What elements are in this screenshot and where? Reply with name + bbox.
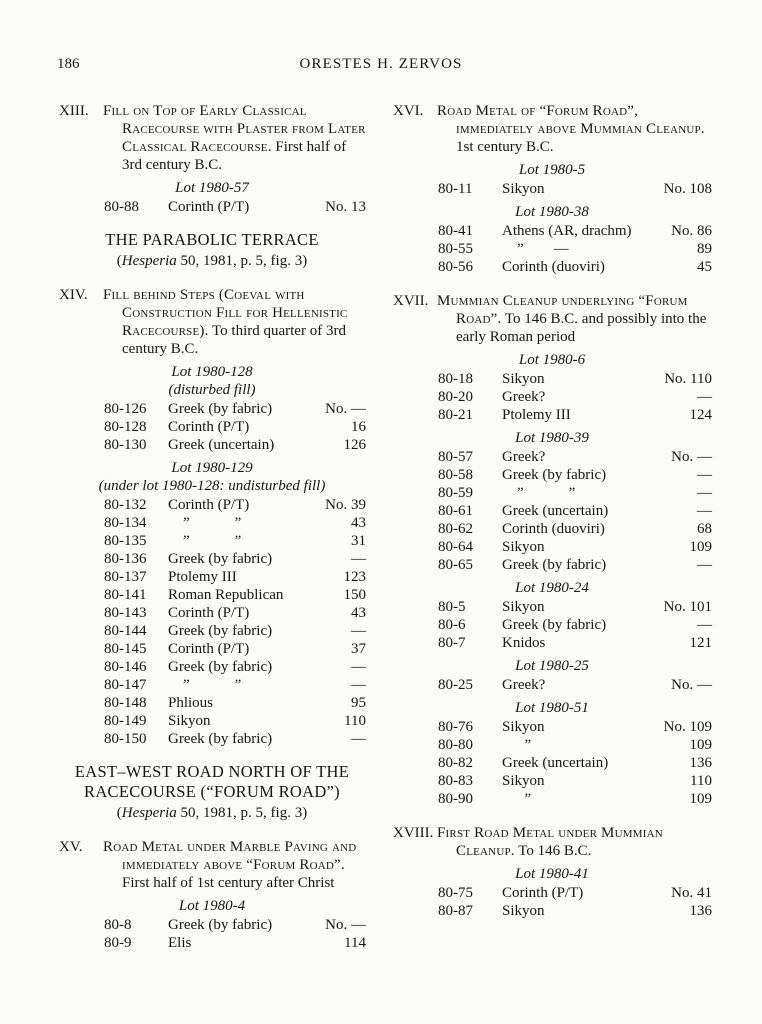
- catalog-section-heading: [392, 292, 712, 346]
- coin-mint: ” ”: [168, 515, 242, 531]
- lot-rows: [392, 718, 712, 808]
- coin-mint: ” ”: [502, 485, 576, 501]
- coin-id: 80-18: [438, 371, 473, 387]
- catalog-number: 89: [697, 241, 712, 257]
- group-heading: [58, 230, 366, 270]
- catalog-number: 37: [351, 641, 366, 657]
- coin-mint: Sikyon: [502, 599, 545, 615]
- lot-rows: [58, 400, 366, 454]
- section-heading-smallcaps: Fill behind Steps (Coeval with Construction Fill for Hellenistic Racecourse).: [103, 287, 348, 339]
- lot-label: Lot 1980-129: [171, 460, 253, 476]
- catalog-row: [392, 676, 712, 694]
- coin-id: 80-148: [104, 695, 147, 711]
- catalog-number: 124: [689, 407, 712, 423]
- catalog-row: [58, 568, 366, 586]
- lot-label: Lot 1980-51: [515, 700, 589, 716]
- catalog-row: [58, 532, 366, 550]
- catalog-row: [58, 436, 366, 454]
- lot-rows: [392, 448, 712, 574]
- coin-mint: Greek (by fabric): [168, 731, 273, 747]
- catalog-number: No. —: [325, 401, 366, 417]
- catalog-row: [58, 550, 366, 568]
- citation-open-paren: (: [116, 253, 122, 269]
- group-citation: [58, 804, 366, 822]
- catalog-row: [392, 180, 712, 198]
- lot-label: Lot 1980-38: [515, 204, 589, 220]
- catalog-row: [58, 730, 366, 748]
- section-heading-smallcaps: Road Metal of “Forum Road”, immediately above Mummian Cleanup.: [437, 103, 705, 137]
- citation-rest: 50, 1981, p. 5, fig. 3): [176, 805, 308, 821]
- coin-mint: Greek?: [502, 389, 546, 405]
- catalog-row: [392, 790, 712, 808]
- coin-id: 80-5: [438, 599, 466, 615]
- lot-group: [392, 579, 712, 652]
- group-heading: [58, 762, 366, 822]
- coin-id: 80-149: [104, 713, 147, 729]
- coin-id: 80-58: [438, 467, 473, 483]
- catalog-row: [392, 754, 712, 772]
- catalog-row: [58, 676, 366, 694]
- coin-id: 80-128: [104, 419, 147, 435]
- coin-mint: Sikyon: [502, 719, 545, 735]
- coin-mint: Greek (by fabric): [168, 917, 273, 933]
- citation-journal-name: Hesperia: [121, 253, 177, 269]
- page-header: [0, 0, 762, 78]
- catalog-number: —: [351, 623, 366, 639]
- section-numeral: XIV.: [59, 287, 88, 303]
- catalog-number: No. —: [671, 449, 712, 465]
- catalog-number: No. 86: [671, 223, 712, 239]
- catalog-number: No. 13: [325, 199, 366, 215]
- catalog-section-heading: [392, 824, 712, 860]
- lot-label: Lot 1980-57: [175, 180, 249, 196]
- lot-label: Lot 1980-128: [171, 364, 253, 380]
- coin-mint: Greek (by fabric): [502, 557, 607, 573]
- section-heading-date: First half of 3rd century B.C.: [122, 139, 347, 173]
- section-heading-text: [58, 286, 366, 358]
- catalog-number: No. 41: [671, 885, 712, 901]
- coin-id: 80-55: [438, 241, 473, 257]
- section-heading-smallcaps: First Road Metal under Mummian Cleanup.: [437, 825, 663, 859]
- catalog-number: No. 109: [663, 719, 712, 735]
- coin-mint: Sikyon: [502, 181, 545, 197]
- catalog-row: [392, 448, 712, 466]
- lot-group: [392, 865, 712, 920]
- coin-mint: Corinth (duoviri): [502, 259, 605, 275]
- catalog-number: 43: [351, 515, 366, 531]
- catalog-number: No. —: [325, 917, 366, 933]
- catalog-row: [392, 772, 712, 790]
- coin-mint: Greek (by fabric): [168, 551, 273, 567]
- catalog-row: [392, 598, 712, 616]
- coin-mint: Greek (by fabric): [168, 401, 273, 417]
- catalog-row: [58, 640, 366, 658]
- catalog-row: [392, 634, 712, 652]
- coin-id: 80-126: [104, 401, 147, 417]
- catalog-number: 110: [344, 713, 366, 729]
- coin-mint: Greek (by fabric): [502, 617, 607, 633]
- coin-id: 80-137: [104, 569, 147, 585]
- catalog-section-heading: [58, 838, 366, 892]
- lot-rows: [392, 598, 712, 652]
- lot-note: (disturbed fill): [168, 382, 256, 398]
- catalog-row: [392, 538, 712, 556]
- coin-id: 80-144: [104, 623, 147, 639]
- lot-group: [58, 897, 366, 952]
- coin-id: 80-83: [438, 773, 473, 789]
- catalog-row: [392, 484, 712, 502]
- citation-journal-name: Hesperia: [121, 805, 177, 821]
- catalog-row: [58, 694, 366, 712]
- left-column: [58, 102, 366, 952]
- coin-id: 80-132: [104, 497, 147, 513]
- coin-id: 80-147: [104, 677, 147, 693]
- coin-id: 80-150: [104, 731, 147, 747]
- section-heading-text: [392, 824, 712, 860]
- lot-group: [392, 203, 712, 276]
- catalog-row: [392, 902, 712, 920]
- coin-mint: Corinth (P/T): [168, 199, 250, 215]
- section-numeral: XV.: [59, 839, 83, 855]
- lot-label: Lot 1980-4: [178, 898, 246, 914]
- catalog-section-heading: [58, 286, 366, 358]
- section-heading-date: To 146 B.C. and possibly into the early Roman period: [456, 311, 707, 345]
- coin-id: 80-76: [438, 719, 473, 735]
- catalog-number: —: [351, 677, 366, 693]
- catalog-number: —: [697, 485, 712, 501]
- catalog-row: [392, 736, 712, 754]
- catalog-row: [58, 586, 366, 604]
- coin-id: 80-20: [438, 389, 473, 405]
- lot-group: [392, 161, 712, 198]
- catalog-row: [58, 418, 366, 436]
- lot-rows: [392, 884, 712, 920]
- coin-id: 80-61: [438, 503, 473, 519]
- section-heading-date: 1st century B.C.: [456, 139, 554, 155]
- catalog-row: [58, 622, 366, 640]
- page-number: 186: [57, 56, 80, 72]
- coin-mint: Corinth (P/T): [168, 497, 250, 513]
- coin-id: 80-88: [104, 199, 139, 215]
- coin-id: 80-141: [104, 587, 147, 603]
- coin-mint: Greek (uncertain): [502, 503, 609, 519]
- lot-rows: [392, 676, 712, 694]
- coin-id: 80-90: [438, 791, 473, 807]
- catalog-row: [392, 240, 712, 258]
- coin-id: 80-41: [438, 223, 473, 239]
- catalog-row: [58, 400, 366, 418]
- coin-mint: ”: [502, 791, 532, 807]
- catalog-row: [58, 658, 366, 676]
- catalog-section-heading: [392, 102, 712, 156]
- coin-mint: ” ”: [168, 533, 242, 549]
- coin-mint: Greek?: [502, 449, 546, 465]
- catalog-row: [58, 916, 366, 934]
- coin-mint: Greek (uncertain): [502, 755, 609, 771]
- lot-group: [392, 351, 712, 424]
- section-heading-text: [392, 102, 712, 156]
- coin-mint: Greek (by fabric): [168, 623, 273, 639]
- catalog-number: 109: [689, 737, 712, 753]
- lot-label: Lot 1980-41: [515, 866, 589, 882]
- section-numeral: XVI.: [393, 103, 424, 119]
- section-heading-smallcaps: Road Metal under Marble Paving and immediately above “Forum Road”.: [103, 839, 357, 873]
- catalog-row: [392, 388, 712, 406]
- group-title: EAST–WEST ROAD NORTH OF THE RACECOURSE (“FORUM ROAD”): [74, 762, 350, 801]
- catalog-row: [58, 496, 366, 514]
- coin-mint: Corinth (P/T): [168, 419, 250, 435]
- catalog-row: [58, 198, 366, 216]
- coin-id: 80-87: [438, 903, 473, 919]
- catalog-row: [392, 884, 712, 902]
- catalog-number: 123: [343, 569, 366, 585]
- two-column-layout: [0, 102, 762, 952]
- coin-mint: ” —: [502, 241, 569, 257]
- coin-mint: Ptolemy III: [502, 407, 571, 423]
- lot-rows: [392, 180, 712, 198]
- section-heading-text: [58, 102, 366, 174]
- coin-mint: Corinth (P/T): [168, 641, 250, 657]
- lot-group: [58, 459, 366, 748]
- lot-label: Lot 1980-24: [515, 580, 589, 596]
- catalog-number: 68: [697, 521, 712, 537]
- coin-id: 80-56: [438, 259, 473, 275]
- catalog-number: 136: [689, 755, 712, 771]
- catalog-row: [392, 406, 712, 424]
- coin-mint: Sikyon: [502, 539, 545, 555]
- citation-rest: 50, 1981, p. 5, fig. 3): [176, 253, 308, 269]
- coin-id: 80-21: [438, 407, 473, 423]
- section-heading-date: First half of 1st century after Christ: [122, 875, 335, 891]
- lot-group: [58, 363, 366, 454]
- lot-group: [58, 179, 366, 216]
- catalog-number: 109: [689, 791, 712, 807]
- catalog-row: [58, 934, 366, 952]
- coin-id: 80-130: [104, 437, 147, 453]
- lot-rows: [58, 496, 366, 748]
- lot-rows: [392, 222, 712, 276]
- coin-mint: Corinth (P/T): [502, 885, 584, 901]
- coin-mint: Phlious: [168, 695, 214, 711]
- section-heading-smallcaps: Fill on Top of Early Classical Racecourse with Plaster from Later Classical Racecourse.: [103, 103, 366, 155]
- catalog-number: 31: [351, 533, 366, 549]
- coin-id: 80-65: [438, 557, 473, 573]
- coin-mint: Sikyon: [502, 371, 545, 387]
- coin-id: 80-8: [104, 917, 132, 933]
- lot-label: Lot 1980-25: [515, 658, 589, 674]
- catalog-number: —: [697, 503, 712, 519]
- citation-open-paren: (: [116, 805, 122, 821]
- catalog-number: No. —: [671, 677, 712, 693]
- coin-mint: Greek (by fabric): [168, 659, 273, 675]
- catalog-number: 150: [343, 587, 366, 603]
- coin-id: 80-145: [104, 641, 147, 657]
- catalog-number: 110: [690, 773, 712, 789]
- coin-mint: Greek (uncertain): [168, 437, 275, 453]
- lot-group: [392, 429, 712, 574]
- catalog-number: —: [351, 731, 366, 747]
- coin-id: 80-136: [104, 551, 147, 567]
- catalog-row: [392, 222, 712, 240]
- coin-id: 80-75: [438, 885, 473, 901]
- coin-id: 80-80: [438, 737, 473, 753]
- catalog-row: [392, 370, 712, 388]
- catalog-number: 126: [343, 437, 366, 453]
- coin-id: 80-135: [104, 533, 147, 549]
- catalog-number: No. 110: [664, 371, 712, 387]
- catalog-row: [392, 616, 712, 634]
- coin-id: 80-59: [438, 485, 473, 501]
- lot-label: Lot 1980-5: [518, 162, 586, 178]
- catalog-number: 16: [351, 419, 366, 435]
- lot-label: Lot 1980-39: [515, 430, 589, 446]
- catalog-row: [392, 718, 712, 736]
- lot-rows: [392, 370, 712, 424]
- catalog-number: No. 101: [663, 599, 712, 615]
- catalog-number: —: [697, 467, 712, 483]
- right-column: [392, 102, 712, 952]
- catalog-row: [58, 712, 366, 730]
- running-head: ORESTES H. ZERVOS: [299, 56, 463, 72]
- coin-mint: Corinth (P/T): [168, 605, 250, 621]
- catalog-number: —: [351, 659, 366, 675]
- catalog-number: —: [697, 557, 712, 573]
- section-heading-text: [58, 838, 366, 892]
- coin-mint: Greek (by fabric): [502, 467, 607, 483]
- catalog-number: —: [697, 389, 712, 405]
- catalog-number: 45: [697, 259, 712, 275]
- coin-id: 80-11: [438, 181, 473, 197]
- coin-id: 80-64: [438, 539, 473, 555]
- catalog-row: [392, 258, 712, 276]
- lot-group: [392, 657, 712, 694]
- catalog-number: 43: [351, 605, 366, 621]
- catalog-number: No. 39: [325, 497, 366, 513]
- section-heading-text: [392, 292, 712, 346]
- catalog-row: [392, 466, 712, 484]
- catalog-row: [58, 514, 366, 532]
- group-citation: [58, 252, 366, 270]
- coin-mint: ” ”: [168, 677, 242, 693]
- section-numeral: XIII.: [59, 103, 89, 119]
- coin-id: 80-9: [104, 935, 132, 951]
- section-numeral: XVII.: [393, 293, 429, 309]
- section-heading-date: To 146 B.C.: [514, 843, 592, 859]
- catalog-number: No. 108: [663, 181, 712, 197]
- coin-id: 80-82: [438, 755, 473, 771]
- catalog-row: [392, 520, 712, 538]
- coin-id: 80-62: [438, 521, 473, 537]
- coin-mint: Knidos: [502, 635, 546, 651]
- section-heading-date: To third quarter of 3rd century B.C.: [122, 323, 346, 357]
- catalog-number: 136: [689, 903, 712, 919]
- coin-mint: Sikyon: [168, 713, 211, 729]
- coin-mint: Roman Republican: [168, 587, 284, 603]
- catalog-section-heading: [58, 102, 366, 174]
- coin-id: 80-7: [438, 635, 466, 651]
- catalog-number: —: [697, 617, 712, 633]
- coin-mint: Corinth (duoviri): [502, 521, 605, 537]
- catalog-row: [392, 556, 712, 574]
- lot-label: Lot 1980-6: [518, 352, 586, 368]
- lot-group: [392, 699, 712, 808]
- coin-id: 80-143: [104, 605, 147, 621]
- lot-rows: [58, 916, 366, 952]
- catalog-row: [58, 604, 366, 622]
- coin-mint: Sikyon: [502, 773, 545, 789]
- coin-id: 80-25: [438, 677, 473, 693]
- coin-id: 80-57: [438, 449, 473, 465]
- group-title: THE PARABOLIC TERRACE: [105, 230, 319, 249]
- catalog-number: 121: [689, 635, 712, 651]
- coin-mint: Athens (AR, drachm): [502, 223, 632, 239]
- catalog-number: 95: [351, 695, 366, 711]
- coin-mint: Ptolemy III: [168, 569, 237, 585]
- section-numeral: XVIII.: [393, 825, 434, 841]
- catalog-number: 114: [344, 935, 366, 951]
- coin-id: 80-146: [104, 659, 147, 675]
- coin-mint: Sikyon: [502, 903, 545, 919]
- coin-mint: Elis: [168, 935, 192, 951]
- section-heading-smallcaps: Mummian Cleanup underlying “Forum Road”.: [437, 293, 688, 327]
- lot-note: (under lot 1980-128: undisturbed fill): [98, 478, 326, 494]
- coin-id: 80-6: [438, 617, 466, 633]
- coin-mint: ”: [502, 737, 532, 753]
- coin-mint: Greek?: [502, 677, 546, 693]
- catalog-number: —: [351, 551, 366, 567]
- catalog-number: 109: [689, 539, 712, 555]
- coin-id: 80-134: [104, 515, 147, 531]
- lot-rows: [58, 198, 366, 216]
- catalog-row: [392, 502, 712, 520]
